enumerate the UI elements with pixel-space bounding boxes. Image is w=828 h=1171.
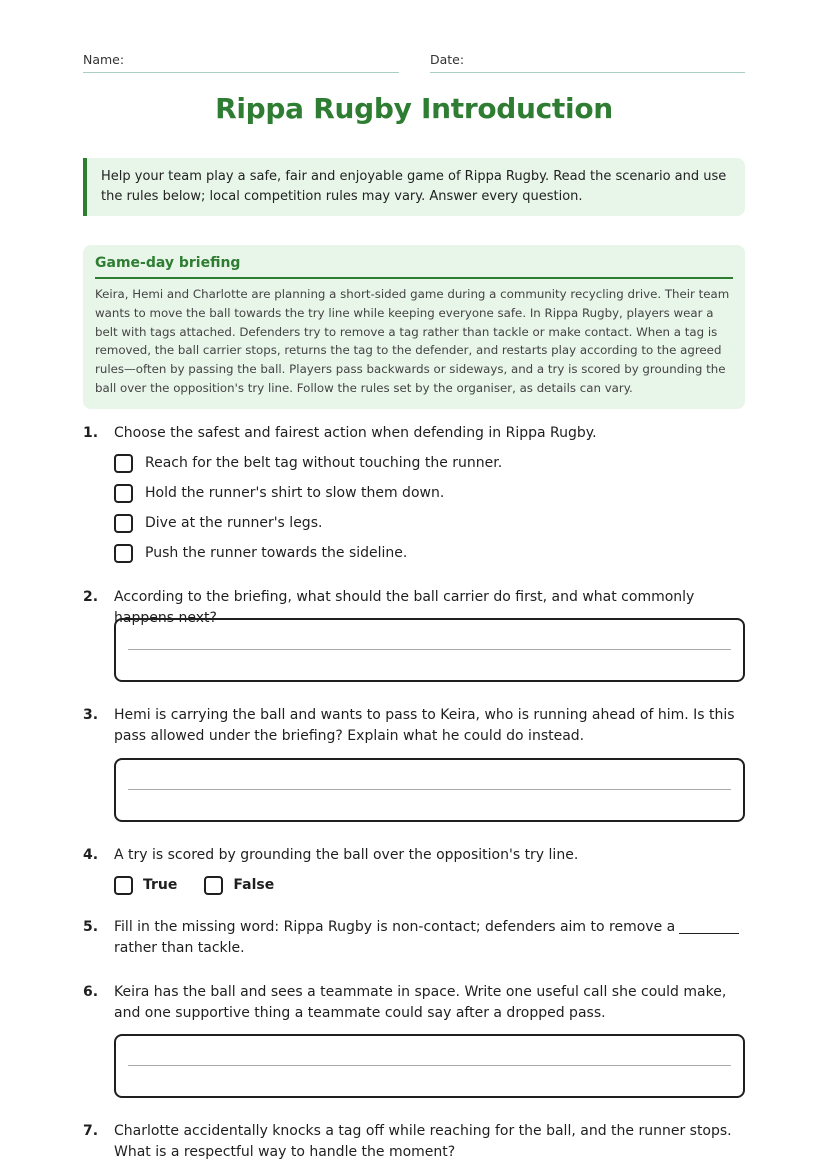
answer-line xyxy=(128,649,731,650)
name-line xyxy=(83,72,399,73)
checkbox[interactable] xyxy=(114,544,133,563)
name-field[interactable] xyxy=(83,52,399,67)
question-text: Keira has the ball and sees a teammate in space. Write one useful call she could make, and one supportive thing a teammate could say after a dropped pass. xyxy=(114,984,727,1021)
question-1 xyxy=(83,423,745,572)
question-7 xyxy=(83,1121,745,1163)
briefing-title: Game-day briefing xyxy=(95,255,733,279)
option-label: Hold the runner's shirt to slow them down. xyxy=(145,484,445,501)
true-option[interactable] xyxy=(114,875,177,896)
checkbox[interactable] xyxy=(114,484,133,503)
option-label: Dive at the runner's legs. xyxy=(145,514,323,531)
checkbox[interactable] xyxy=(114,876,133,895)
date-line xyxy=(430,72,745,73)
option-item[interactable] xyxy=(114,482,745,504)
answer-box[interactable] xyxy=(114,1034,745,1098)
page-title: Rippa Rugby Introduction xyxy=(215,92,613,125)
checkbox[interactable] xyxy=(114,514,133,533)
question-4 xyxy=(83,845,745,896)
question-text: According to the briefing, what should the ball carrier do first, and what commonly happens next? xyxy=(114,589,695,626)
intro-box: Help your team play a safe, fair and enjoyable game of Rippa Rugby. Read the scenario and use the rules below; local competition rules may vary. Answer every question. xyxy=(83,158,745,216)
answer-line xyxy=(128,789,731,790)
question-6 xyxy=(83,982,745,1024)
checkbox[interactable] xyxy=(114,454,133,473)
name-label: Name: xyxy=(83,52,125,67)
question-text-after: rather than tackle. xyxy=(114,940,245,956)
briefing-text: Keira, Hemi and Charlotte are planning a short-sided game during a community recycling drive. Their team wants to move the ball towards the try line while keeping everyone safe. In Rippa Rugby, players wear a belt with tags attached. Defenders try to remove a tag rather than tackle or make contact. When a tag is removed, the ball carrier stops, returns the tag to the defender, and restarts play according to the agreed rules—often by passing the ball. Players pass backwards or sideways, and a try is scored by grounding the ball over the opposition's try line. Follow the rules set by the organiser, as details can vary. xyxy=(95,287,730,395)
option-label: Reach for the belt tag without touching the runner. xyxy=(145,454,503,471)
date-label: Date: xyxy=(430,52,465,67)
option-item[interactable] xyxy=(114,542,745,564)
question-text-before: Fill in the missing word: Rippa Rugby is non-contact; defenders aim to remove a xyxy=(114,919,676,935)
question-number: 6. xyxy=(83,984,99,1000)
briefing-box xyxy=(83,245,745,409)
question-number: 7. xyxy=(83,1123,99,1139)
option-list xyxy=(114,452,745,564)
question-text xyxy=(114,917,745,959)
question-number: 5. xyxy=(83,919,99,935)
question-number: 3. xyxy=(83,707,99,723)
question-number: 4. xyxy=(83,847,99,863)
checkbox[interactable] xyxy=(204,876,223,895)
date-field[interactable] xyxy=(430,52,745,67)
option-label: Push the runner towards the sideline. xyxy=(145,544,408,561)
true-label: True xyxy=(143,877,178,893)
true-false-options xyxy=(114,875,745,896)
question-number: 2. xyxy=(83,589,99,605)
fill-in-blank[interactable] xyxy=(679,919,739,934)
question-text: A try is scored by grounding the ball over the opposition's try line. xyxy=(114,847,579,863)
answer-box[interactable] xyxy=(114,758,745,822)
question-3 xyxy=(83,705,745,747)
question-text: Charlotte accidentally knocks a tag off while reaching for the ball, and the runner stops. What is a respectful way to handle the moment? xyxy=(114,1123,732,1160)
question-number: 1. xyxy=(83,425,99,441)
answer-line xyxy=(128,1065,731,1066)
question-text: Hemi is carrying the ball and wants to pass to Keira, who is running ahead of him. Is this pass allowed under the briefing? Explain what he could do instead. xyxy=(114,707,735,744)
option-item[interactable] xyxy=(114,452,745,474)
option-item[interactable] xyxy=(114,512,745,534)
question-5 xyxy=(83,917,745,959)
question-text: Choose the safest and fairest action when defending in Rippa Rugby. xyxy=(114,425,597,441)
answer-box[interactable] xyxy=(114,618,745,682)
false-label: False xyxy=(233,877,275,893)
false-option[interactable] xyxy=(204,875,274,896)
